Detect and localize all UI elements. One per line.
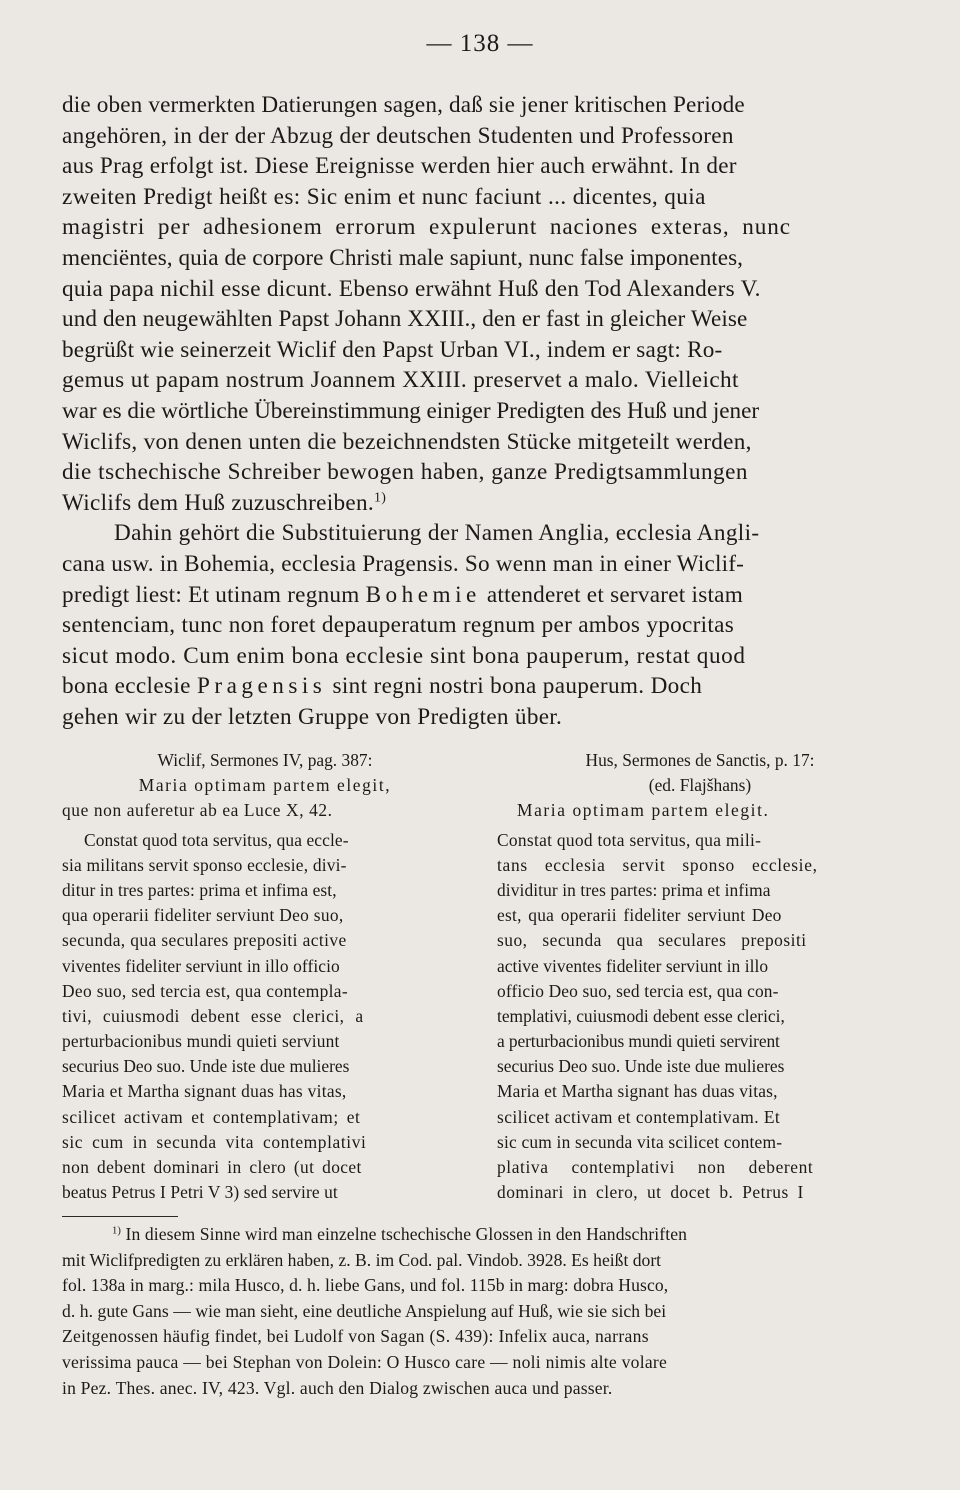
- quote-line: sic cum in secunda vita contemplativi: [62, 1131, 367, 1152]
- quote-line: est, qua operarii fideliter serviunt Deo: [497, 905, 782, 926]
- text-line: und den neugewählten Papst Johann XXIII., den er fast in gleicher Weise: [62, 306, 748, 333]
- text-line: zweiten Predigt heißt es: Sic enim et nunc faciunt ... dicentes, quia: [62, 183, 706, 210]
- hus-column: [497, 748, 903, 1205]
- quote-line: Constat quod tota servitus, qua eccle-: [84, 829, 349, 850]
- column-heading: que non auferetur ab ea Luce X, 42.: [62, 800, 333, 821]
- quote-line: ditur in tres partes: prima et infima est,: [62, 879, 337, 900]
- text-fragment: bona ecclesie: [62, 673, 191, 700]
- text-line: aus Prag erfolgt ist. Diese Ereignisse werden hier auch erwähnt. In der: [62, 153, 737, 180]
- quote-line: non debent dominari in clero (ut docet: [62, 1157, 362, 1177]
- quote-line: scilicet activam et contemplativam. Et: [497, 1106, 781, 1127]
- spaced-word: Pragensis: [196, 673, 327, 700]
- text-fragment: In diesem Sinne wird man einzelne tschechische Glossen in den Handschriften: [125, 1224, 688, 1244]
- source-citation: Wiclif, Sermones IV, pag. 387:: [157, 750, 373, 770]
- text-line: sicut modo. Cum enim bona ecclesie sint bona pauperum, restat quod: [62, 642, 746, 669]
- text-line: gehen wir zu der letzten Gruppe von Predigten über.: [62, 703, 563, 730]
- text-line: magistri per adhesionem errorum expulerunt naciones exteras, nunc: [62, 214, 791, 241]
- footnote-ref: 1): [373, 490, 387, 506]
- footnote-line: Zeitgenossen häufig findet, bei Ludolf von Sagan (S. 439): Infelix auca, narrans: [62, 1326, 649, 1347]
- quote-line: sic cum in secunda vita scilicet contem-: [497, 1131, 783, 1152]
- footnote-divider: [62, 1216, 178, 1217]
- quote-line: secunda, qua seculares prepositi active: [62, 930, 347, 951]
- page-number: — 138 —: [426, 30, 534, 57]
- quote-line: tivi, cuiusmodi debent esse clerici, a: [62, 1005, 364, 1026]
- quote-line: sia militans servit sponso ecclesie, divi-: [62, 854, 347, 875]
- text-line: begrüßt wie seinerzeit Wiclif den Papst Urban VI., indem er sagt: Ro-: [62, 336, 723, 363]
- footnote-line: in Pez. Thes. anec. IV, 423. Vgl. auch den Dialog zwischen auca und passer.: [62, 1377, 613, 1398]
- quote-line: Deo suo, sed tercia est, qua contempla-: [62, 980, 349, 1001]
- text-line: gemus ut papam nostrum Joannem XXIII. preservet a malo. Vielleicht: [62, 367, 739, 394]
- spaced-word: Bohemie: [365, 581, 481, 608]
- quote-line: Maria et Martha signant duas has vitas,: [62, 1081, 347, 1102]
- quote-line: plativa contemplativi non deberent: [497, 1157, 814, 1177]
- text-line: sentenciam, tunc non foret depauperatum regnum per ambos ypocritas: [62, 612, 735, 639]
- text-line: war es die wörtliche Übereinstimmung einiger Predigten des Huß und jener: [62, 397, 759, 424]
- text-line: [62, 580, 908, 611]
- quote-line: a perturbacionibus mundi quieti servirent: [497, 1031, 780, 1052]
- quote-line: dominari in clero, ut docet b. Petrus I: [497, 1182, 804, 1203]
- quote-line: securius Deo suo. Unde iste due mulieres: [62, 1056, 350, 1077]
- text-fragment: Wiclifs dem Huß zuzuschreiben.: [62, 489, 374, 516]
- quote-line: Constat quod tota servitus, qua mili-: [497, 829, 762, 850]
- text-line: Wiclifs, von denen unten die bezeichnendsten Stücke mitgeteilt werden,: [62, 428, 752, 455]
- quote-line: templativi, cuiusmodi debent esse clerici,: [497, 1005, 785, 1026]
- quote-line: perturbacionibus mundi quieti serviunt: [62, 1031, 340, 1052]
- main-text: [62, 90, 908, 732]
- quote-line: tans ecclesia servit sponso ecclesie,: [497, 854, 818, 875]
- quote-line: qua operarii fideliter serviunt Deo suo,: [62, 905, 344, 926]
- text-fragment: attenderet et servaret istam: [486, 581, 744, 608]
- footnote-line: [62, 1222, 908, 1248]
- quote-line: scilicet activam et contemplativam; et: [62, 1106, 361, 1127]
- text-line: die oben vermerkten Datierungen sagen, daß sie jener kritischen Periode: [62, 92, 745, 118]
- text-line: angehören, in der der Abzug der deutschen Studenten und Professoren: [62, 122, 734, 149]
- text-line: die tschechische Schreiber bewogen haben, ganze Predigtsammlungen: [62, 459, 749, 486]
- quote-line: viventes fideliter serviunt in illo officio: [62, 955, 340, 976]
- text-fragment: sint regni nostri bona pauperum. Doch: [332, 673, 703, 700]
- quote-line: suo, secunda qua seculares prepositi: [497, 930, 807, 951]
- footnote-line: fol. 138a in marg.: mila Husco, d. h. liebe Gans, und fol. 115b in marg: dobra Husco,: [62, 1275, 669, 1296]
- text-line: [62, 671, 908, 702]
- source-citation: Hus, Sermones de Sanctis, p. 17:: [585, 750, 815, 770]
- edition-note: (ed. Flajšhans): [648, 775, 752, 796]
- footnote-line: verissima pauca — bei Stephan von Dolein: O Husco care — noli nimis alte volare: [62, 1351, 668, 1372]
- wiclif-column: [62, 748, 468, 1205]
- footnote-line: d. h. gute Gans — wie man sieht, eine deutliche Anspielung auf Huß, wie sie sich bei: [62, 1300, 667, 1321]
- footnote: [62, 1222, 908, 1401]
- quote-line: beatus Petrus I Petri V 3) sed servire ut: [62, 1182, 338, 1203]
- text-line: quia papa nichil esse dicunt. Ebenso erwähnt Huß den Tod Alexanders V.: [62, 275, 761, 302]
- text-fragment: predigt liest: Et utinam regnum: [62, 581, 360, 608]
- footnote-line: mit Wiclifpredigten zu erklären haben, z. B. im Cod. pal. Vindob. 3928. Es heißt dort: [62, 1249, 662, 1270]
- quote-line: dividitur in tres partes: prima et infima: [497, 879, 771, 900]
- text-line: [62, 488, 908, 519]
- quote-line: Maria et Martha signant has duas vitas,: [497, 1081, 778, 1102]
- quote-line: securius Deo suo. Unde iste due mulieres: [497, 1056, 785, 1077]
- paragraph-start: Dahin gehört die Substituierung der Namen Anglia, ecclesia Angli-: [114, 520, 760, 547]
- column-heading: Maria optimam partem elegit.: [517, 800, 770, 821]
- quote-line: officio Deo suo, sed tercia est, qua con-: [497, 980, 779, 1001]
- text-line: cana usw. in Bohemia, ecclesia Pragensis. So wenn man in einer Wiclif-: [62, 550, 745, 577]
- footnote-marker: 1): [112, 1225, 121, 1237]
- text-line: menciëntes, quia de corpore Christi male sapiunt, nunc false imponentes,: [62, 244, 743, 271]
- column-heading: Maria optimam partem elegit,: [138, 775, 392, 796]
- quote-line: active viventes fideliter serviunt in illo: [497, 955, 769, 976]
